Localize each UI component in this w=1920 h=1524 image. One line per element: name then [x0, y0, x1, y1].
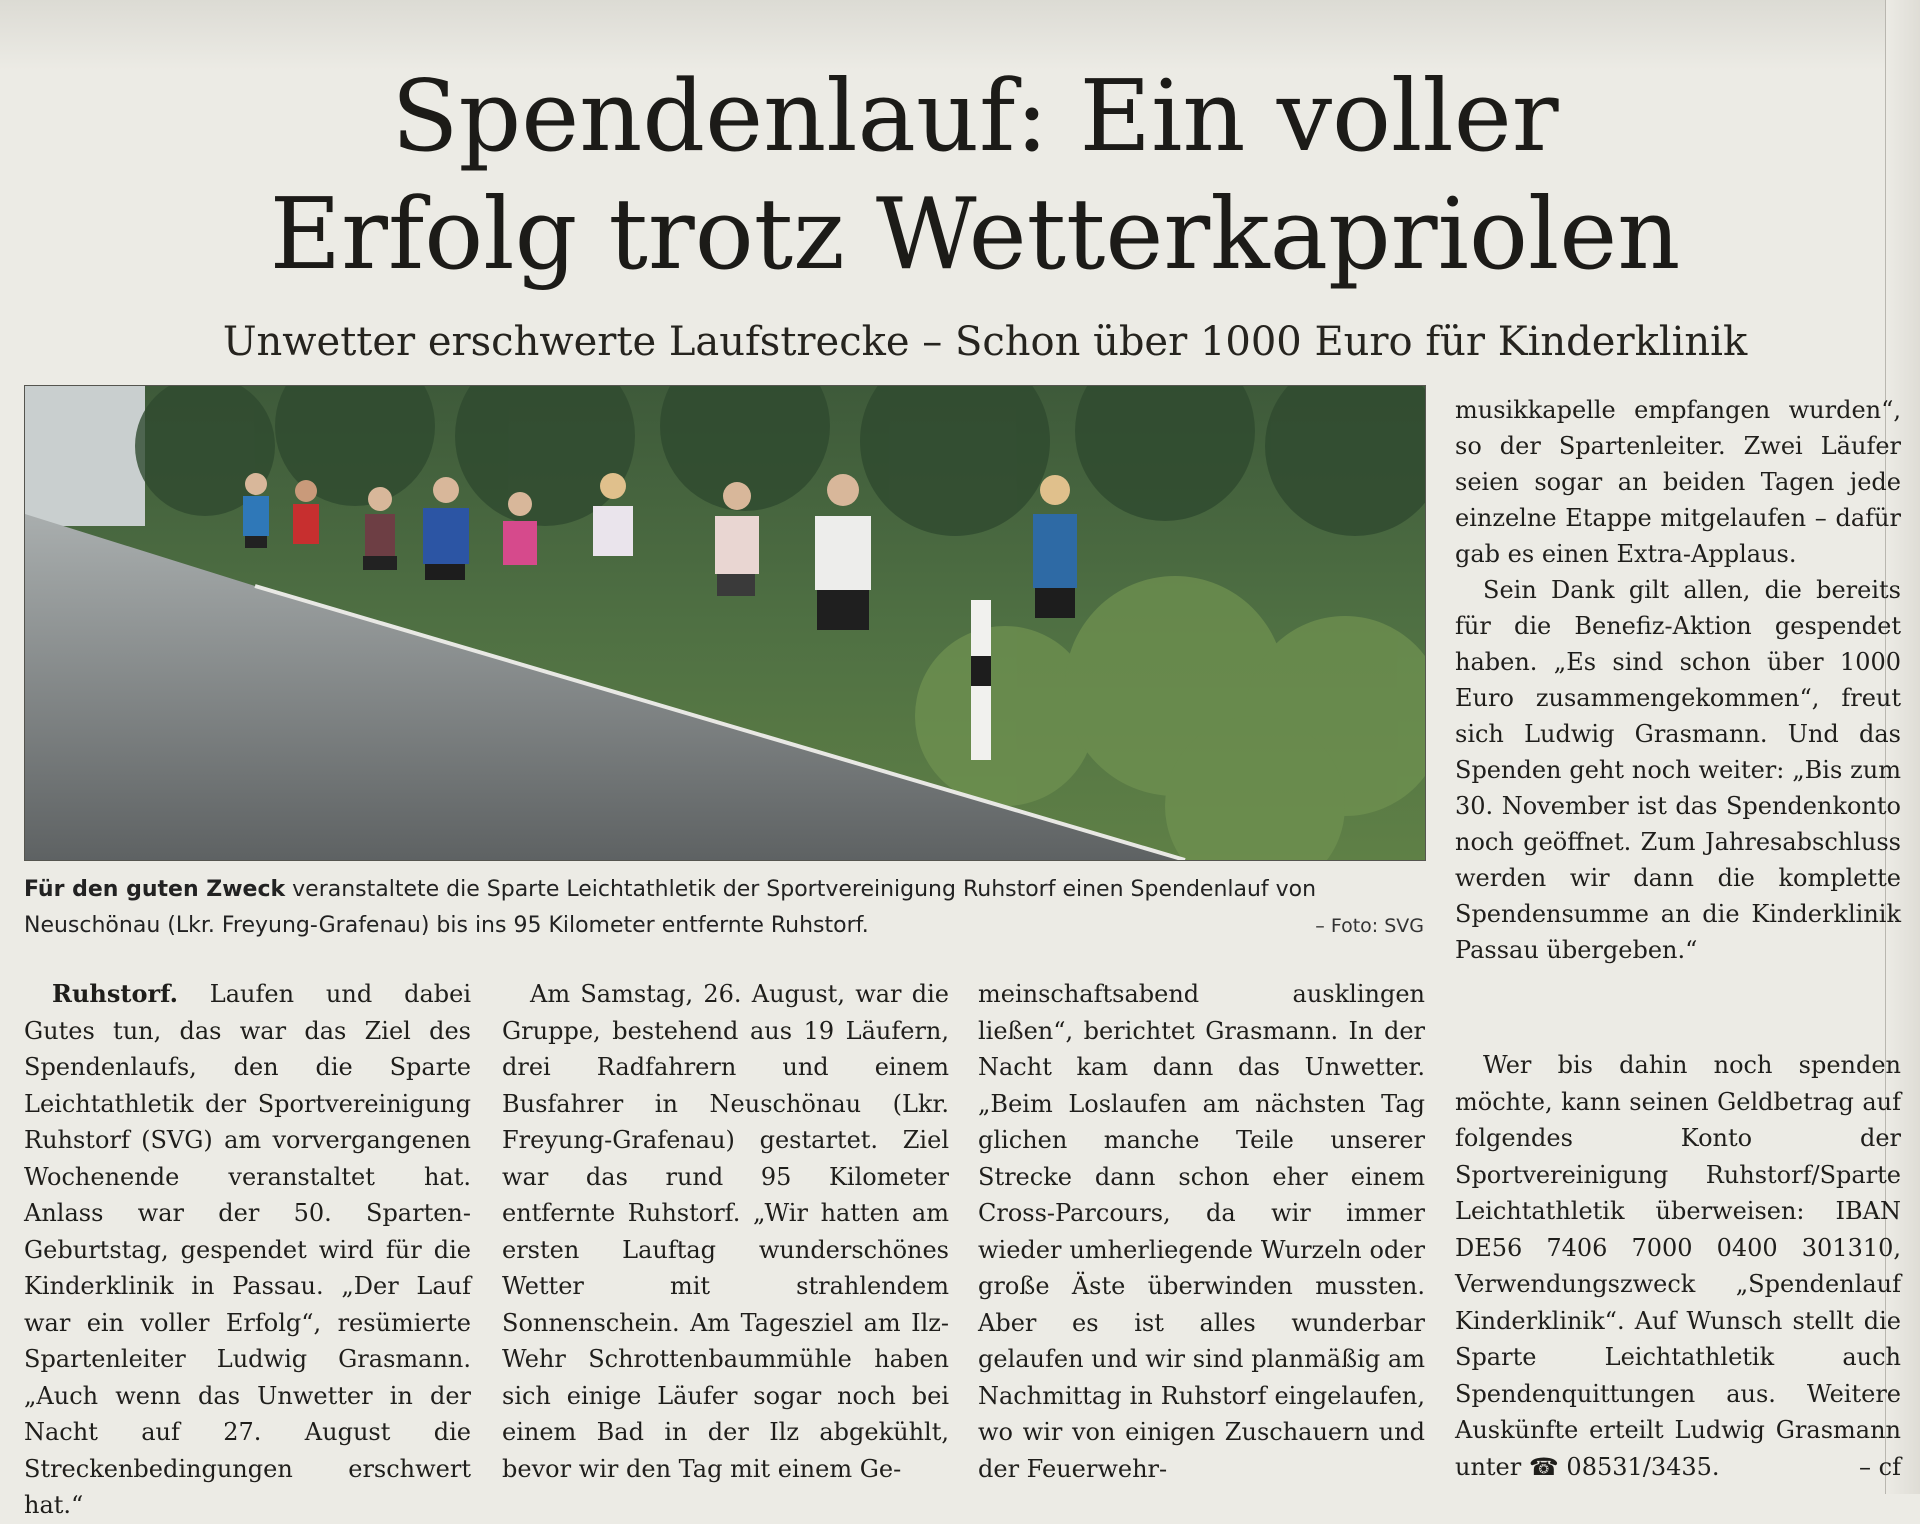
telephone-icon: ☎: [1528, 1452, 1559, 1481]
dateline: Ruhstorf.: [52, 979, 178, 1008]
article-paragraph: Wer bis dahin noch spenden möchte, kann seinen Geldbetrag auf folgendes Konto der Sportvereinigung Ruhstorf/Sparte Leichtathletik überweisen: IBAN DE56 7406 7000 0400 301310, Verwendungszweck „Spendenlauf Kinderklinik“. Auf Wunsch stellt die Sparte Leichtathletik auch Spendenquittungen aus. Weitere Auskünfte erteilt Ludwig Grasmann unter: [1455, 1051, 1901, 1481]
article-column-1: [24, 976, 471, 1524]
headline: [150, 58, 1800, 294]
article-paragraph: Laufen und dabei Gutes tun, das war das Ziel des Spendenlaufs, den die Sparte Leichtathletik der Sportvereinigung Ruhstorf (SVG) am vorvergangenen Wochenende veranstaltet hat. Anlass war der 50. Sparten-Geburtstag, gespendet wird für die Kinderklinik in Passau. „Der Lauf war ein voller Erfolg“, resümierte Spartenleiter Ludwig Grasmann. „Auch wenn das Unwetter in der Nacht auf 27. August die Streckenbedingungen erschwert hat.“: [24, 980, 471, 1519]
phone-number: 08531/3435.: [1566, 1452, 1720, 1481]
article-column-4: [1455, 1047, 1901, 1485]
photo-illustration: [25, 386, 1425, 860]
runners-on-wet-road-photo: [24, 385, 1426, 861]
article-column-3: [978, 976, 1425, 1487]
article-right-column-top: [1455, 392, 1901, 968]
article-paragraph: musikkapelle empfangen wurden“, so der Spartenleiter. Zwei Läufer seien sogar an beiden Tagen jede einzelne Etappe mitgelaufen – dafür gab es einen Extra-Applaus.: [1455, 396, 1901, 568]
article-paragraph: meinschaftsabend ausklingen ließen“, berichtet Grasmann. In der Nacht kam dann das Unwetter. „Beim Loslaufen am nächsten Tag glichen manche Teile unserer Strecke dann schon eher einem Cross-Parcours, da wir immer wieder umherliegende Wurzeln oder große Äste überwinden mussten. Aber es ist alles wunderbar gelaufen und wir sind planmäßig am Nachmittag in Ruhstorf eingelaufen, wo wir von einigen Zuschauern und der Feuerwehr-: [978, 980, 1425, 1483]
photo-caption: [24, 872, 1424, 944]
article-paragraph: Sein Dank gilt allen, die bereits für die Benefiz-Aktion gespendet haben. „Es sind schon über 1000 Euro zusammengekommen“, freut sich Ludwig Grasmann. Und das Spenden geht noch weiter: „Bis zum 30. November ist das Spendenkonto noch geöffnet. Zum Jahresabschluss werden wir dann die komplette Spendensumme an die Kinderklinik Passau übergeben.“: [1455, 576, 1901, 964]
author-initials: – cf: [1859, 1452, 1901, 1481]
article-paragraph: Am Samstag, 26. August, war die Gruppe, bestehend aus 19 Läufern, drei Radfahrern und einem Busfahrer in Neuschönau (Lkr. Freyung-Grafenau) gestartet. Ziel war das rund 95 Kilometer entfernte Ruhstorf. „Wir hatten am ersten Lauftag wunderschönes Wetter mit strahlendem Sonnenschein. Am Tagesziel am Ilz-Wehr Schrottenbaummühle haben sich einige Läufer sogar noch bei einem Bad in der Ilz abgekühlt, bevor wir den Tag mit einem Ge-: [502, 980, 949, 1483]
caption-lead: Für den guten Zweck: [24, 877, 286, 902]
article-column-2: [502, 976, 949, 1487]
photo-credit: – Foto: SVG: [1315, 915, 1424, 937]
headline-line-2: Erfolg trotz Wetterkapriolen: [269, 178, 1681, 292]
subheadline: Unwetter erschwerte Laufstrecke – Schon über 1000 Euro für Kinderklinik: [222, 319, 1748, 365]
caption-text: veranstaltete die Sparte Leichtathletik der Sportvereinigung Ruhstorf einen Spendenlauf von Neuschönau (Lkr. Freyung-Grafenau) bis ins 95 Kilometer entfernte Ruhstorf.: [24, 877, 1317, 938]
headline-line-1: Spendenlauf: Ein voller: [391, 60, 1559, 174]
